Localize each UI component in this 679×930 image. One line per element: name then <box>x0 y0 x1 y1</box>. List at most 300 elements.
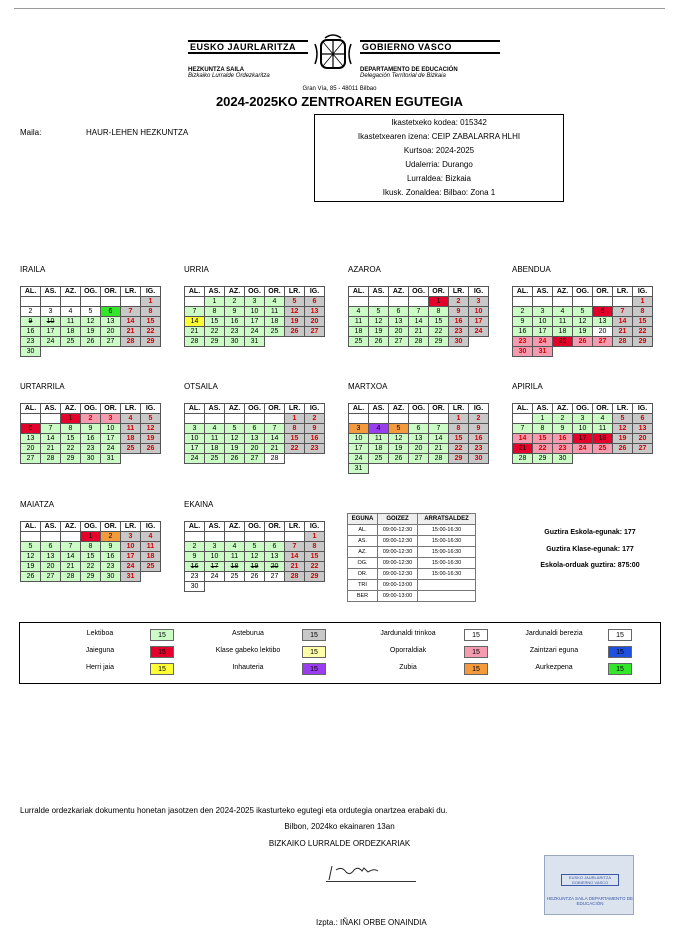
legend-swatch: 15 <box>608 629 632 641</box>
day-cell: 12 <box>141 424 161 434</box>
weekday-header: OG. <box>81 287 101 297</box>
weekday-header: IG. <box>141 404 161 414</box>
day-cell: 22 <box>533 444 553 454</box>
total-class-days: Guztira Klase-egunak: 177 <box>546 546 634 553</box>
legend-label: Zaintzari eguna <box>529 647 579 654</box>
day-cell: 4 <box>265 297 285 307</box>
day-cell: 14 <box>613 317 633 327</box>
day-cell: 20 <box>389 327 409 337</box>
day-cell: 29 <box>449 454 469 464</box>
day-cell: 10 <box>469 307 489 317</box>
day-cell <box>121 297 141 307</box>
schedule-day: AS. <box>348 536 378 547</box>
day-cell <box>205 582 225 592</box>
day-cell: 6 <box>633 414 653 424</box>
day-cell: 10 <box>205 552 225 562</box>
day-cell: 31 <box>245 337 265 347</box>
left-org: EUSKO JAURLARITZA <box>188 40 308 54</box>
day-cell <box>305 454 325 464</box>
day-cell: 28 <box>121 337 141 347</box>
signature <box>326 862 416 882</box>
info-name: Ikastetxearen izena: CEIP ZABALARRA HLHI <box>357 132 521 141</box>
schedule-table <box>347 513 476 602</box>
weekday-header: AS. <box>41 404 61 414</box>
day-cell: 23 <box>225 327 245 337</box>
day-cell: 13 <box>245 434 265 444</box>
day-cell: 15 <box>61 434 81 444</box>
schedule-morning: 09:00-12:30 <box>378 536 418 547</box>
day-cell <box>81 347 101 357</box>
weekday-header: AZ. <box>553 287 573 297</box>
day-cell: 25 <box>141 562 161 572</box>
day-cell: 14 <box>61 552 81 562</box>
day-cell: 10 <box>121 542 141 552</box>
day-cell: 29 <box>533 454 553 464</box>
day-cell: 28 <box>513 454 533 464</box>
day-cell: 29 <box>141 337 161 347</box>
month-title: AZAROA <box>348 265 381 274</box>
day-cell <box>593 454 613 464</box>
day-cell: 1 <box>61 414 81 424</box>
day-cell: 19 <box>245 562 265 572</box>
legend-swatch: 15 <box>608 663 632 675</box>
day-cell: 7 <box>41 424 61 434</box>
day-cell: 18 <box>61 327 81 337</box>
day-cell: 12 <box>573 317 593 327</box>
day-cell <box>305 582 325 592</box>
day-cell: 23 <box>81 444 101 454</box>
day-cell: 24 <box>349 454 369 464</box>
day-cell: 16 <box>469 434 489 444</box>
day-cell: 18 <box>553 327 573 337</box>
day-cell: 27 <box>409 454 429 464</box>
day-cell: 24 <box>245 327 265 337</box>
day-cell: 4 <box>61 307 81 317</box>
schedule-morning: 09:00-12:30 <box>378 525 418 536</box>
day-cell: 17 <box>349 444 369 454</box>
day-cell: 20 <box>409 444 429 454</box>
day-cell: 17 <box>121 552 141 562</box>
legend-label: Oporraldiak <box>389 647 427 654</box>
day-cell: 14 <box>285 552 305 562</box>
day-cell <box>245 582 265 592</box>
weekday-header: OG. <box>81 404 101 414</box>
day-cell: 24 <box>205 572 225 582</box>
day-cell: 20 <box>593 327 613 337</box>
schedule-morning: 09:00-12:30 <box>378 569 418 580</box>
day-cell: 26 <box>81 337 101 347</box>
month-calendar <box>512 286 653 357</box>
day-cell: 3 <box>185 424 205 434</box>
day-cell <box>245 414 265 424</box>
day-cell: 16 <box>81 434 101 444</box>
day-cell: 7 <box>265 424 285 434</box>
day-cell: 15 <box>81 552 101 562</box>
day-cell: 27 <box>265 572 285 582</box>
day-cell <box>185 297 205 307</box>
coat-of-arms-icon <box>313 34 353 74</box>
day-cell: 25 <box>349 337 369 347</box>
day-cell <box>389 414 409 424</box>
day-cell <box>61 532 81 542</box>
schedule-day: OR. <box>348 569 378 580</box>
day-cell: 8 <box>305 542 325 552</box>
schedule-morning: 09:00-12:30 <box>378 558 418 569</box>
day-cell <box>349 414 369 424</box>
day-cell: 21 <box>409 327 429 337</box>
legend-label: Herri jaia <box>85 664 114 671</box>
day-cell <box>185 414 205 424</box>
weekday-header: LR. <box>121 404 141 414</box>
day-cell: 29 <box>305 572 325 582</box>
day-cell <box>245 532 265 542</box>
day-cell <box>101 297 121 307</box>
schedule-morning: 09:00-13:00 <box>378 580 418 591</box>
legend-swatch: 15 <box>150 646 174 658</box>
day-cell <box>469 464 489 474</box>
day-cell: 3 <box>349 424 369 434</box>
day-cell: 14 <box>409 317 429 327</box>
weekday-header: LR. <box>285 287 305 297</box>
legend-swatch: 15 <box>464 646 488 658</box>
day-cell: 4 <box>141 532 161 542</box>
day-cell: 24 <box>101 444 121 454</box>
day-cell: 4 <box>121 414 141 424</box>
day-cell: 12 <box>21 552 41 562</box>
day-cell: 21 <box>121 327 141 337</box>
day-cell: 30 <box>469 454 489 464</box>
day-cell: 14 <box>513 434 533 444</box>
day-cell: 2 <box>513 307 533 317</box>
day-cell: 26 <box>389 454 409 464</box>
day-cell: 15 <box>533 434 553 444</box>
day-cell: 15 <box>633 317 653 327</box>
day-cell <box>285 454 305 464</box>
month-title: URTARRILA <box>20 382 65 391</box>
day-cell: 23 <box>305 444 325 454</box>
day-cell: 18 <box>369 444 389 454</box>
legend <box>19 622 661 684</box>
day-cell <box>593 297 613 307</box>
day-cell <box>285 532 305 542</box>
day-cell: 9 <box>21 317 41 327</box>
month-title: MAIATZA <box>20 500 55 509</box>
day-cell: 13 <box>305 307 325 317</box>
day-cell: 23 <box>101 562 121 572</box>
day-cell <box>469 337 489 347</box>
day-cell: 19 <box>141 434 161 444</box>
day-cell: 6 <box>389 307 409 317</box>
legend-swatch: 15 <box>302 646 326 658</box>
day-cell <box>553 347 573 357</box>
day-cell: 15 <box>141 317 161 327</box>
day-cell: 15 <box>449 434 469 444</box>
day-cell: 19 <box>285 317 305 327</box>
day-cell: 10 <box>101 424 121 434</box>
weekday-header: LR. <box>449 287 469 297</box>
day-cell: 29 <box>81 572 101 582</box>
day-cell: 17 <box>245 317 265 327</box>
day-cell <box>41 532 61 542</box>
day-cell: 23 <box>469 444 489 454</box>
day-cell <box>409 414 429 424</box>
weekday-header: IG. <box>141 287 161 297</box>
day-cell: 25 <box>265 327 285 337</box>
day-cell: 31 <box>349 464 369 474</box>
weekday-header: AS. <box>41 287 61 297</box>
day-cell: 13 <box>21 434 41 444</box>
day-cell: 30 <box>513 347 533 357</box>
weekday-header: AL. <box>21 404 41 414</box>
weekday-header: AZ. <box>225 287 245 297</box>
legend-label: Jardunaldi trinkoa <box>380 630 436 637</box>
day-cell <box>573 454 593 464</box>
day-cell: 4 <box>349 307 369 317</box>
weekday-header: IG. <box>469 404 489 414</box>
day-cell: 6 <box>41 542 61 552</box>
day-cell: 1 <box>81 532 101 542</box>
day-cell: 6 <box>101 307 121 317</box>
legend-swatch: 15 <box>150 629 174 641</box>
day-cell: 22 <box>205 327 225 337</box>
day-cell: 20 <box>265 562 285 572</box>
day-cell: 12 <box>613 424 633 434</box>
day-cell: 6 <box>409 424 429 434</box>
day-cell: 18 <box>225 562 245 572</box>
day-cell: 8 <box>285 424 305 434</box>
weekday-header: AZ. <box>61 287 81 297</box>
day-cell <box>265 414 285 424</box>
day-cell: 7 <box>61 542 81 552</box>
day-cell: 22 <box>81 562 101 572</box>
day-cell: 19 <box>389 444 409 454</box>
day-cell: 2 <box>553 414 573 424</box>
day-cell: 2 <box>101 532 121 542</box>
day-cell: 1 <box>449 414 469 424</box>
day-cell: 6 <box>245 424 265 434</box>
day-cell: 12 <box>225 434 245 444</box>
day-cell <box>141 347 161 357</box>
day-cell <box>101 347 121 357</box>
weekday-header: OG. <box>409 287 429 297</box>
weekday-header: AS. <box>205 287 225 297</box>
weekday-header: OG. <box>245 404 265 414</box>
day-cell <box>41 414 61 424</box>
day-cell: 12 <box>245 552 265 562</box>
day-cell: 25 <box>553 337 573 347</box>
day-cell: 7 <box>121 307 141 317</box>
day-cell: 5 <box>389 424 409 434</box>
month-title: IRAILA <box>20 265 46 274</box>
weekday-header: LR. <box>449 404 469 414</box>
day-cell: 13 <box>633 424 653 434</box>
weekday-header: AL. <box>21 287 41 297</box>
day-cell: 14 <box>429 434 449 444</box>
legend-label: Lektiboa <box>86 630 114 637</box>
day-cell: 11 <box>553 317 573 327</box>
weekday-header: LR. <box>613 404 633 414</box>
day-cell: 15 <box>205 317 225 327</box>
maila-value: HAUR-LEHEN HEZKUNTZA <box>86 128 189 137</box>
info-territory: Lurraldea: Bizkaia <box>406 174 472 183</box>
day-cell: 30 <box>225 337 245 347</box>
day-cell: 19 <box>21 562 41 572</box>
day-cell: 4 <box>205 424 225 434</box>
weekday-header: OR. <box>101 522 121 532</box>
day-cell <box>265 582 285 592</box>
day-cell: 5 <box>369 307 389 317</box>
day-cell: 10 <box>349 434 369 444</box>
day-cell <box>389 464 409 474</box>
day-cell: 8 <box>141 307 161 317</box>
weekday-header: AZ. <box>389 287 409 297</box>
day-cell: 26 <box>141 444 161 454</box>
day-cell: 12 <box>285 307 305 317</box>
day-cell <box>513 414 533 424</box>
weekday-header: OG. <box>409 404 429 414</box>
page-title: 2024-2025KO ZENTROAREN EGUTEGIA <box>215 94 464 109</box>
day-cell: 22 <box>141 327 161 337</box>
day-cell: 17 <box>101 434 121 444</box>
weekday-header: AZ. <box>389 404 409 414</box>
stamp-logo: EUSKO JAURLARITZA GOBIERNO VASCO <box>561 874 619 886</box>
schedule-afternoon: 15:00-16:30 <box>418 569 476 580</box>
weekday-header: AS. <box>205 404 225 414</box>
month-calendar <box>20 403 161 464</box>
right-org: GOBIERNO VASCO <box>360 40 500 54</box>
day-cell: 15 <box>305 552 325 562</box>
schedule-afternoon: 15:00-16:30 <box>418 558 476 569</box>
day-cell: 11 <box>265 307 285 317</box>
day-cell: 22 <box>429 327 449 337</box>
schedule-day: AL. <box>348 525 378 536</box>
day-cell: 1 <box>305 532 325 542</box>
day-cell: 18 <box>265 317 285 327</box>
weekday-header: AZ. <box>225 522 245 532</box>
day-cell: 21 <box>41 444 61 454</box>
schedule-morning: 09:00-12:30 <box>378 547 418 558</box>
day-cell: 16 <box>21 327 41 337</box>
weekday-header: AS. <box>533 404 553 414</box>
day-cell: 9 <box>449 307 469 317</box>
day-cell: 11 <box>121 424 141 434</box>
day-cell: 29 <box>429 337 449 347</box>
day-cell: 27 <box>633 444 653 454</box>
day-cell: 20 <box>245 444 265 454</box>
month-calendar <box>184 286 325 347</box>
weekday-header: OR. <box>265 522 285 532</box>
day-cell: 24 <box>41 337 61 347</box>
day-cell: 20 <box>633 434 653 444</box>
day-cell: 4 <box>225 542 245 552</box>
day-cell: 13 <box>409 434 429 444</box>
left-sub: Bizkaiko Lurralde Ordezkaritza <box>188 73 270 79</box>
day-cell <box>429 414 449 424</box>
weekday-header: AZ. <box>225 404 245 414</box>
day-cell: 2 <box>225 297 245 307</box>
day-cell: 23 <box>553 444 573 454</box>
day-cell: 31 <box>121 572 141 582</box>
day-cell: 20 <box>41 562 61 572</box>
day-cell: 31 <box>533 347 553 357</box>
day-cell: 28 <box>429 454 449 464</box>
day-cell: 18 <box>205 444 225 454</box>
approval-date: Bilbon, 2024ko ekainaren 13an <box>284 822 395 831</box>
day-cell <box>369 414 389 424</box>
day-cell: 28 <box>265 454 285 464</box>
day-cell: 26 <box>613 444 633 454</box>
day-cell: 22 <box>633 327 653 337</box>
day-cell: 10 <box>245 307 265 317</box>
day-cell: 20 <box>21 444 41 454</box>
legend-label: Klase gabeko lektibo <box>215 647 281 654</box>
weekday-header: IG. <box>469 287 489 297</box>
month-calendar <box>348 403 489 474</box>
day-cell: 21 <box>513 444 533 454</box>
day-cell <box>21 414 41 424</box>
weekday-header: AZ. <box>61 404 81 414</box>
day-cell <box>449 464 469 474</box>
day-cell: 23 <box>21 337 41 347</box>
day-cell: 19 <box>369 327 389 337</box>
day-cell: 8 <box>429 307 449 317</box>
day-cell <box>61 297 81 307</box>
day-cell: 13 <box>265 552 285 562</box>
day-cell: 9 <box>553 424 573 434</box>
day-cell <box>81 297 101 307</box>
day-cell: 7 <box>185 307 205 317</box>
day-cell: 11 <box>61 317 81 327</box>
month-title: MARTXOA <box>348 382 388 391</box>
day-cell: 2 <box>305 414 325 424</box>
day-cell: 2 <box>469 414 489 424</box>
day-cell: 28 <box>61 572 81 582</box>
day-cell: 10 <box>533 317 553 327</box>
weekday-header: OG. <box>81 522 101 532</box>
month-calendar <box>512 403 653 464</box>
day-cell <box>225 582 245 592</box>
day-cell <box>121 347 141 357</box>
month-title: ABENDUA <box>512 265 551 274</box>
day-cell <box>21 297 41 307</box>
day-cell <box>593 347 613 357</box>
day-cell: 8 <box>81 542 101 552</box>
day-cell: 23 <box>513 337 533 347</box>
day-cell: 11 <box>141 542 161 552</box>
day-cell <box>633 454 653 464</box>
weekday-header: OG. <box>573 404 593 414</box>
weekday-header: LR. <box>285 404 305 414</box>
day-cell <box>389 297 409 307</box>
day-cell: 10 <box>41 317 61 327</box>
day-cell: 27 <box>21 454 41 464</box>
month-calendar <box>20 521 161 582</box>
day-cell: 24 <box>185 454 205 464</box>
day-cell: 21 <box>61 562 81 572</box>
day-cell: 12 <box>389 434 409 444</box>
day-cell <box>41 347 61 357</box>
day-cell: 27 <box>389 337 409 347</box>
weekday-header: AS. <box>533 287 553 297</box>
day-cell: 16 <box>305 434 325 444</box>
weekday-header: IG. <box>633 404 653 414</box>
day-cell: 3 <box>41 307 61 317</box>
day-cell: 9 <box>513 317 533 327</box>
schedule-header: GOIZEZ <box>378 514 418 525</box>
day-cell: 21 <box>613 327 633 337</box>
stamp-text: HEZKUNTZA SAILA DEPARTAMENTO DE EDUCACIÓN <box>547 896 633 906</box>
day-cell: 16 <box>185 562 205 572</box>
